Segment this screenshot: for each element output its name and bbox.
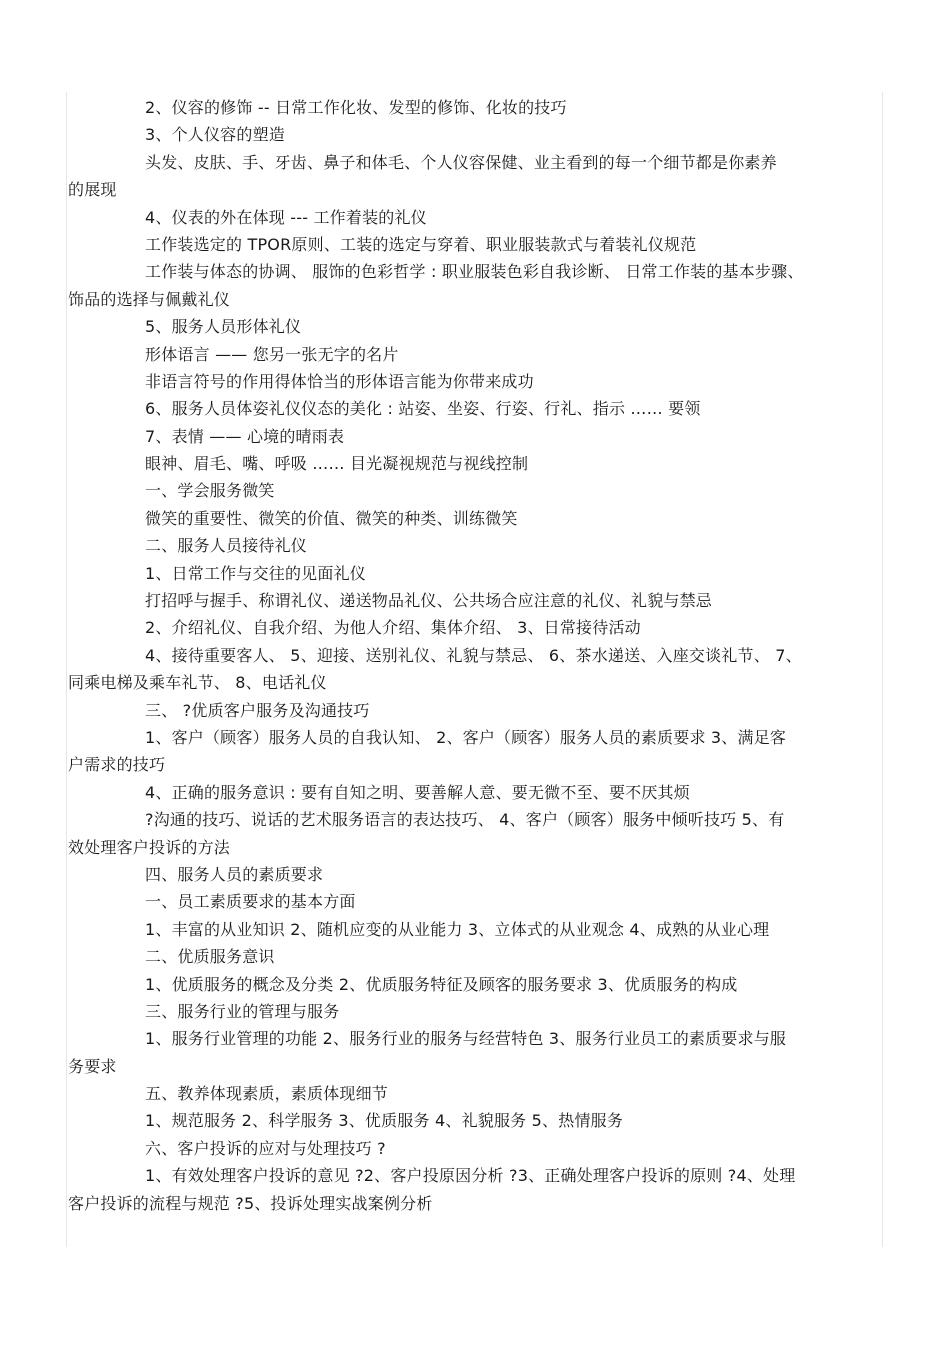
text-line: 6、服务人员体姿礼仪仪态的美化 : 站姿、坐姿、行姿、行礼、指示 …… 要领 — [145, 399, 701, 419]
text-line: 2、仪容的修饰 -- 日常工作化妆、发型的修饰、化妆的技巧 — [145, 98, 567, 117]
text-line: 5、服务人员形体礼仪 — [145, 317, 302, 337]
text-line: 微笑的重要性、微笑的价值、微笑的种类、训练微笑 — [145, 508, 518, 528]
text-line: 客户投诉的流程与规范 ?5、投诉处理实战案例分析 — [68, 1193, 433, 1213]
text-line: 1、有效处理客户投诉的意见 ?2、客户投原因分析 ?3、正确处理客户投诉的原则 ?4、处理 — [145, 1166, 796, 1186]
text-line: 打招呼与握手、称谓礼仪、递送物品礼仪、公共场合应注意的礼仪、礼貌与禁忌 — [145, 591, 713, 611]
text-line: 务要求 — [68, 1056, 117, 1076]
text-line: 7、表情 —— 心境的晴雨表 — [145, 426, 345, 446]
text-line: 1、丰富的从业知识 2、随机应变的从业能力 3、立体式的从业观念 4、成熟的从业心理 — [145, 919, 770, 939]
text-line: 六、客户投诉的应对与处理技巧 ? — [145, 1138, 386, 1158]
page-border-right — [882, 92, 883, 1247]
text-line: ?沟通的技巧、说话的艺术服务语言的表达技巧、 4、客户（顾客）服务中倾听技巧 5、有 — [145, 810, 785, 830]
text-line: 工作装选定的 TPOR原则、工装的选定与穿着、职业服装款式与着装礼仪规范 — [145, 234, 697, 254]
text-line: 非语言符号的作用得体恰当的形体语言能为你带来成功 — [145, 371, 534, 391]
text-line: 头发、皮肤、手、牙齿、鼻子和体毛、个人仪容保健、业主看到的每一个细节都是你素养 — [145, 152, 777, 172]
text-line: 眼神、眉毛、嘴、呼吸 …… 目光凝视规范与视线控制 — [145, 454, 529, 474]
text-line: 3、个人仪容的塑造 — [145, 125, 285, 145]
text-line: 的展现 — [68, 180, 117, 200]
text-line: 1、规范服务 2、科学服务 3、优质服务 4、礼貌服务 5、热情服务 — [145, 1111, 624, 1131]
text-line: 1、客户（顾客）服务人员的自我认知、 2、客户（顾客）服务人员的素质要求 3、满足客 — [145, 727, 787, 747]
text-line: 户需求的技巧 — [68, 755, 166, 775]
text-line: 饰品的选择与佩戴礼仪 — [68, 289, 231, 309]
text-line: 同乘电梯及乘车礼节、 8、电话礼仪 — [68, 673, 327, 693]
text-line: 工作装与体态的协调、 服饰的色彩哲学 : 职业服装色彩自我诊断、 日常工作装的基本步骤、 — [145, 262, 804, 282]
text-line: 一、员工素质要求的基本方面 — [145, 892, 356, 912]
text-line: 二、服务人员接待礼仪 — [145, 536, 308, 556]
text-line: 4、仪表的外在体现 --- 工作着装的礼仪 — [145, 207, 427, 227]
text-line: 三、 ?优质客户服务及沟通技巧 — [145, 700, 370, 720]
text-line: 五、教养体现素质，素质体现细节 — [145, 1084, 389, 1104]
document-body — [68, 94, 881, 1217]
text-line: 一、学会服务微笑 — [145, 481, 275, 501]
text-line: 4、正确的服务意识 : 要有自知之明、要善解人意、要无微不至、要不厌其烦 — [145, 782, 690, 802]
text-line: 四、服务人员的素质要求 — [145, 864, 324, 884]
text-line: 三、服务行业的管理与服务 — [145, 1001, 340, 1021]
page-border-left — [66, 92, 67, 1247]
text-line: 1、日常工作与交往的见面礼仪 — [145, 563, 366, 583]
text-line: 1、服务行业管理的功能 2、服务行业的服务与经营特色 3、服务行业员工的素质要求与服 — [145, 1029, 787, 1049]
text-line: 二、优质服务意识 — [145, 947, 275, 967]
text-line: 2、介绍礼仪、自我介绍、为他人介绍、集体介绍、 3、日常接待活动 — [145, 618, 641, 638]
text-line: 4、接待重要客人、 5、迎接、送别礼仪、礼貌与禁忌、 6、茶水递送、入座交谈礼节、 7、 — [145, 645, 802, 665]
text-line: 形体语言 —— 您另一张无字的名片 — [145, 344, 399, 364]
text-line: 1、优质服务的概念及分类 2、优质服务特征及顾客的服务要求 3、优质服务的构成 — [145, 974, 738, 994]
text-line: 效处理客户投诉的方法 — [68, 837, 231, 857]
